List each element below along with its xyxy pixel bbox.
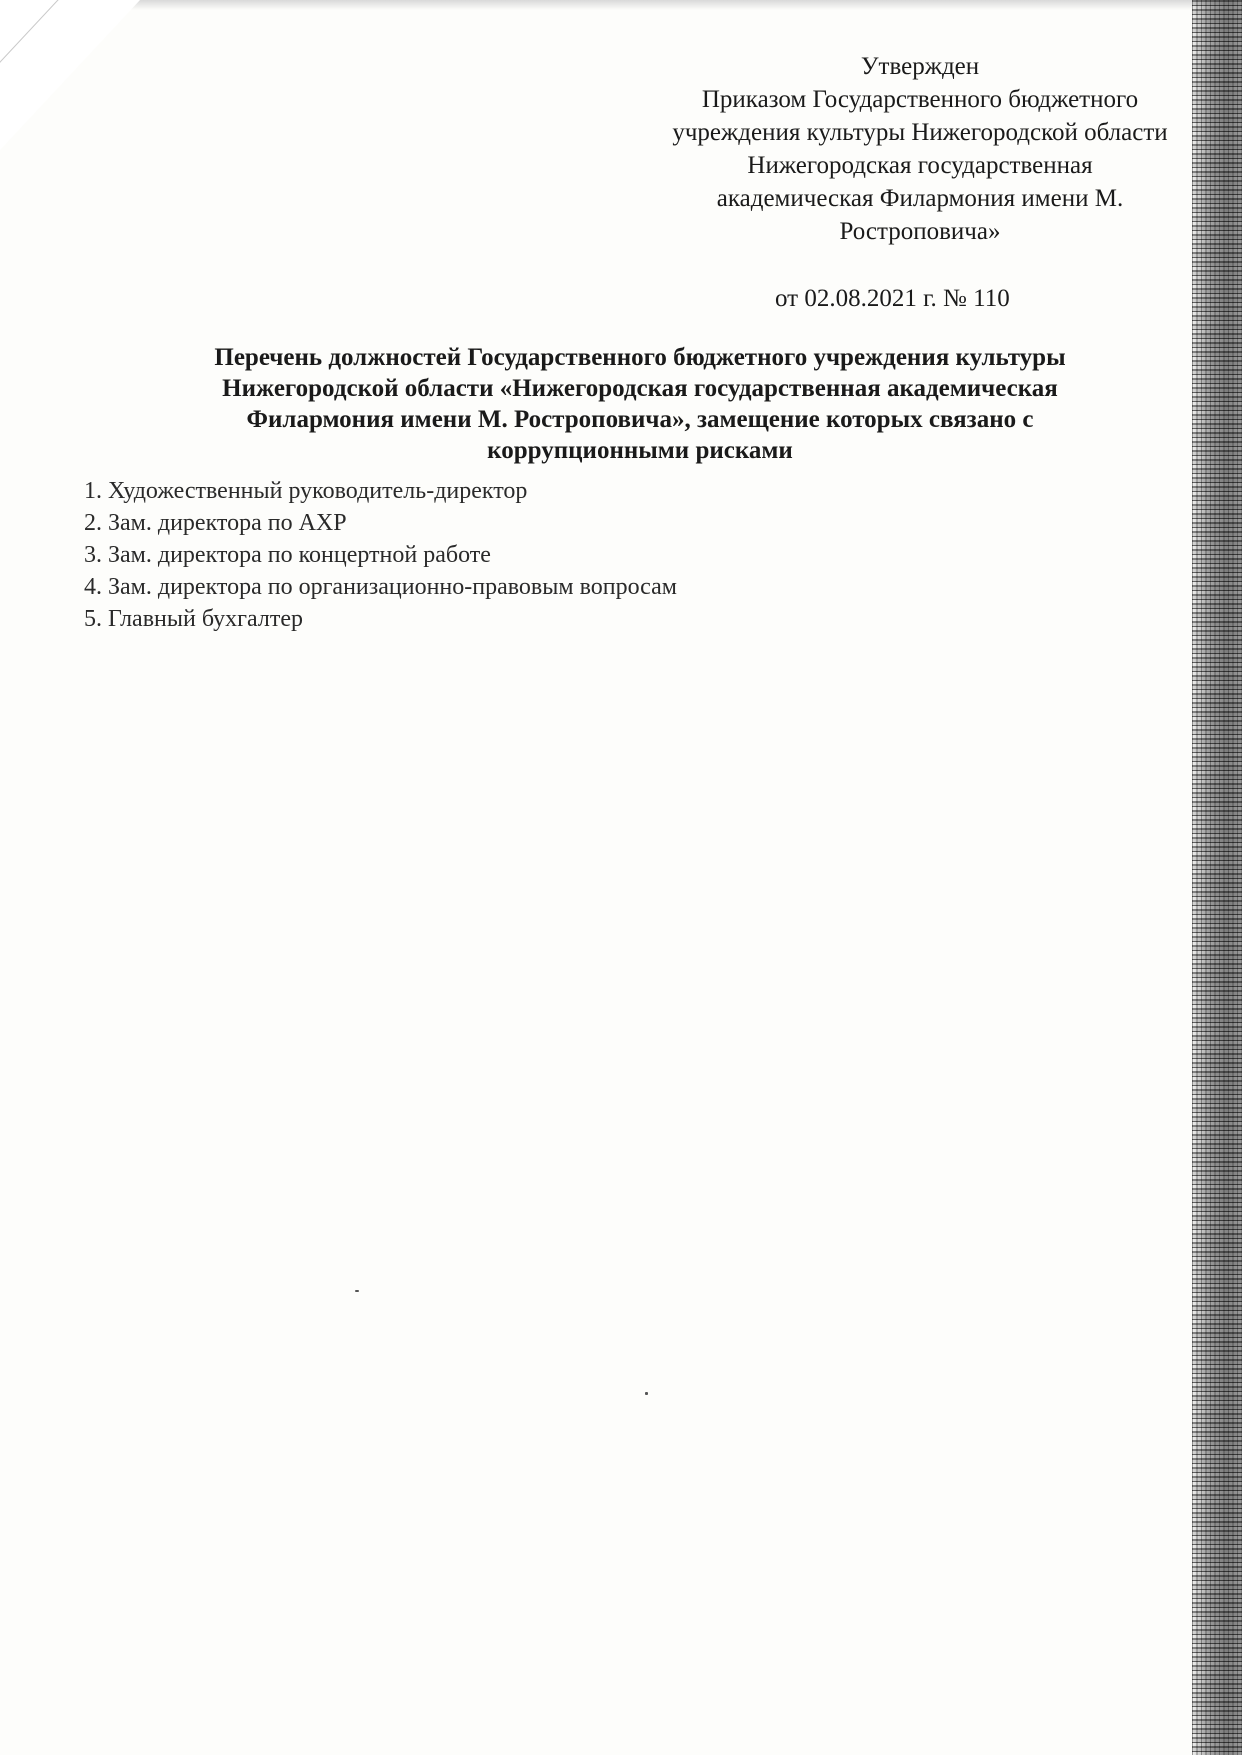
title-line: Перечень должностей Государственного бюджетного учреждения культуры: [214, 344, 1066, 371]
approval-line: Приказом Государственного бюджетного: [701, 86, 1139, 113]
title-line: коррупционными рисками: [487, 437, 793, 464]
approval-line: учреждения культуры Нижегородской области: [672, 119, 1168, 146]
document-title: [130, 342, 1150, 466]
folded-corner: [0, 0, 140, 150]
approval-block: [600, 50, 1240, 248]
list-item: 3. Зам. директора по концертной работе: [84, 542, 491, 568]
approval-line: Нижегородская государственная: [747, 152, 1093, 179]
approval-line: Утвержден: [860, 53, 980, 80]
title-line: Филармония имени М. Ростроповича», замещение которых связано с: [246, 406, 1034, 433]
order-date: от 02.08.2021 г. № 110: [775, 285, 1010, 312]
scan-right-edge-shadow: [1192, 0, 1242, 1755]
list-item: 4. Зам. директора по организационно-правовым вопросам: [84, 574, 677, 600]
scan-top-edge: [0, 0, 1242, 10]
list-item: 1. Художественный руководитель-директор: [84, 478, 528, 504]
scan-speck: [645, 1392, 648, 1395]
positions-list: [84, 475, 677, 635]
approval-line: Ростроповича»: [839, 218, 1001, 245]
list-item: 2. Зам. директора по АХР: [84, 510, 347, 536]
title-line: Нижегородской области «Нижегородская государственная академическая: [222, 375, 1058, 402]
list-item: 5. Главный бухгалтер: [84, 606, 303, 632]
approval-line: академическая Филармония имени М.: [716, 185, 1124, 212]
scan-speck: [355, 1290, 359, 1292]
